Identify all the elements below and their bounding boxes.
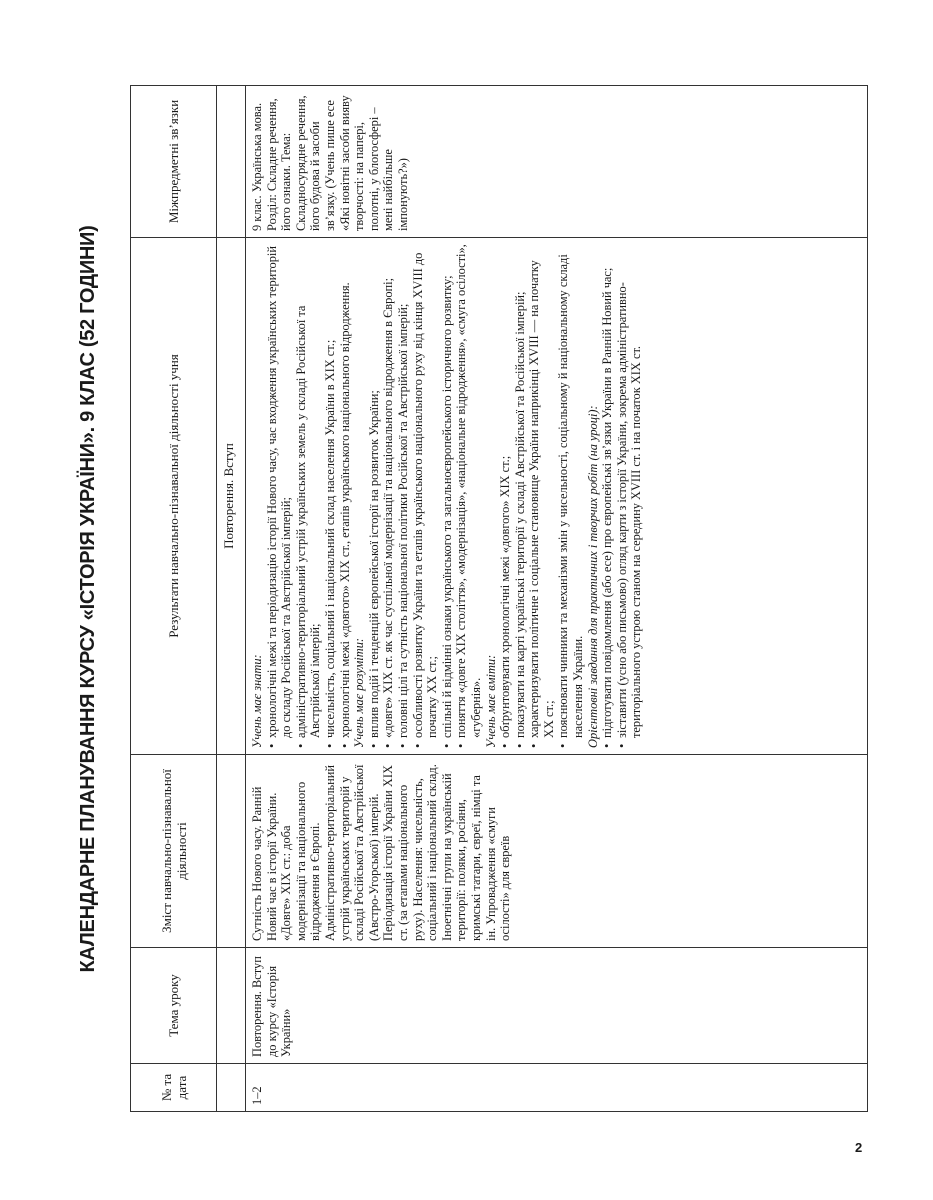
list-item: • зіставити (усно або письмово) огляд карти з історії України, зокрема адміністративно-територіального устрою станом на середину XVIII ст. і на початок XIX ст.	[615, 244, 644, 748]
header-links: Міжпредметні зв’язки	[131, 86, 217, 238]
tasks-list	[600, 244, 644, 748]
list-item: • головні цілі та сутність національної політики Російської та Австрійської імперій;	[396, 244, 411, 748]
header-content: Зміст навчально-пізнавальної діяльності	[131, 755, 217, 948]
able-list	[498, 244, 586, 748]
header-num: № та дата	[131, 1064, 217, 1112]
list-item: • особливості розвитку України та етапів українського національного руху від кінця XVIII до початку XX ст.;	[411, 244, 440, 748]
list-item: • показувати на карті українські території у складі Австрійської та Російської імперій;	[513, 244, 528, 748]
header-topic: Тема уроку	[131, 948, 217, 1064]
know-label: Учень має знати:	[250, 654, 264, 748]
list-item: • адміністративно-територіальний устрій українських земель у складі Російської та Австрійської імперій;	[294, 244, 323, 748]
calendar-plan-table	[130, 85, 868, 1112]
section-title: Повторення. Вступ	[217, 238, 246, 755]
list-item: • хронологічні межі «довгого» XIX ст., етапів українського національного відродження.	[338, 244, 353, 748]
list-item: • пояснювати чинники та механізми змін у чисельності, соціальному й національному складі населення України.	[556, 244, 585, 748]
list-item: • поняття «довге XIX століття», «модернізація», «національне відродження», «смуга осілості», «губернія».	[454, 244, 483, 748]
list-item: • вплив подій і тенденцій європейської історії на розвиток України;	[367, 244, 382, 748]
list-item: • «довге» XIX ст. як час суспільної модернізації та національного відродження в Європі;	[381, 244, 396, 748]
page-title: КАЛЕНДАРНЕ ПЛАНУВАННЯ КУРСУ «ІСТОРІЯ УКРАЇНИ». 9 КЛАС (52 ГОДИНИ)	[77, 225, 99, 973]
lesson-results	[246, 238, 868, 755]
understand-label: Учень має розуміти:	[352, 637, 367, 748]
rotated-table-container	[130, 86, 868, 1112]
list-item: • спільні й відмінні ознаки українського та загальноєвропейського історичного розвитку;	[440, 244, 455, 748]
section-row	[217, 86, 246, 1112]
header-results: Результати навчально-пізнавальної діяльності учня	[131, 238, 217, 755]
header-row	[131, 86, 217, 1112]
table-row	[246, 86, 868, 1112]
list-item: • хронологічні межі та періодизацію історії Нового часу, час входження українських територій до складу Російської та Австрійської імперій;	[265, 244, 294, 748]
understand-list	[367, 244, 484, 748]
list-item: • обґрунтовувати хронологічні межі «довгого» XIX ст.;	[498, 244, 513, 748]
know-list	[265, 244, 353, 748]
page-number: 2	[855, 1140, 863, 1155]
list-item: • характеризувати політичне і соціальне становище України наприкінці XVIII — на початку XX ст.;	[527, 244, 556, 748]
list-item: • чисельність, соціальний і національний склад населення України в XIX ст.;	[323, 244, 338, 748]
interdisciplinary-links: 9 клас. Українська мова. Розділ: Складне речення, його ознаки. Тема: Складносурядне речення, його будова й засоби зв’язку. (Учень пише есе «Які новітні засоби вияву творчості: на папері, полотні, у блогосфері – мені найбільше імпонують?»)	[246, 86, 868, 238]
able-label: Учень має вміти:	[483, 654, 498, 748]
lesson-content: Сутність Нового часу. Ранній Новий час в історії України. «Довге» XIX ст.: доба модернізації та національного відродження в Європі. Адміністративно-територіальний устрій українських територій у складі Російської та Австрійської (Австро-Угорської) імперій. Періодизація історії України XIX ст. (за етапами національного руху). Населення: чисельність, соціальний і національний склад. Іноетнічні групи на українській території: поляки, росіяни, кримські татари, євреї, німці та ін. Упровадження «смуги осілості» для євреїв	[246, 755, 868, 948]
list-item: • підготувати повідомлення (або есе) про європейські зв’язки України в Ранній Новий час;	[600, 244, 615, 748]
lesson-number: 1–2	[246, 1064, 868, 1112]
lesson-topic: Повторення. Вступ до курсу «Історія України»	[246, 948, 868, 1064]
tasks-label: Орієнтовні завдання для практичних і творчих робіт (на уроці):	[585, 405, 600, 748]
